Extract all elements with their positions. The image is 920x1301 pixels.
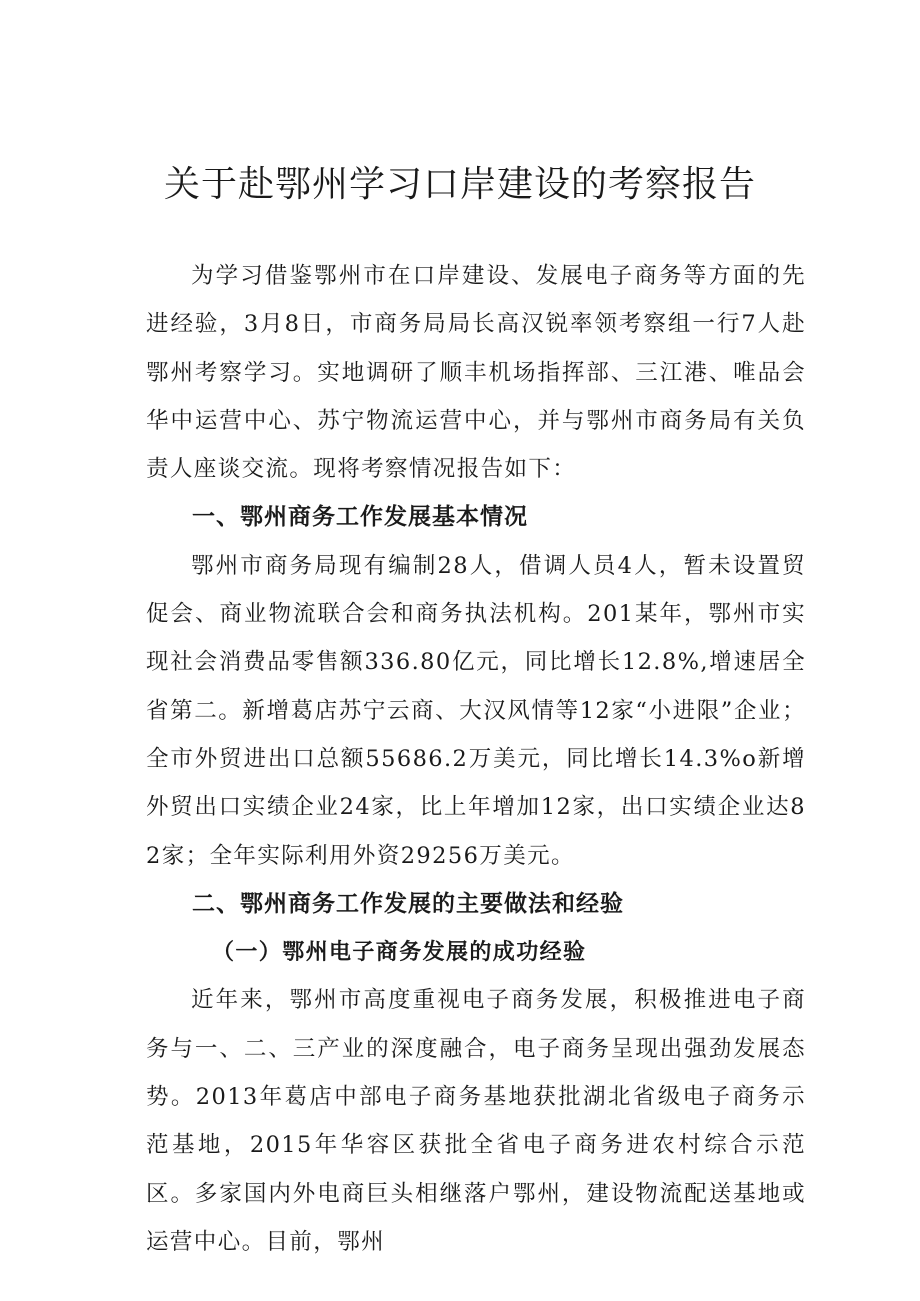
document-title: 关于赴鄂州学习口岸建设的考察报告 <box>163 164 756 205</box>
section-2-heading: 二、鄂州商务工作发展的主要做法和经验 <box>192 890 624 917</box>
section-1-heading: 一、鄂州商务工作发展基本情况 <box>192 504 528 531</box>
section-1-paragraph: 鄂州市商务局现有编制28人，借调人员4人，暂未设置贸促会、商业物流联合会和商务执法机构。201某年，鄂州市实现社会消费品零售额336.80亿元，同比增长12.8%,增速居全省第二。新增葛店苏宁云商、大汉风情等12家“小进限”企业；全市外贸进出口总额55686.2万美元，同比增长14.3%o新增外贸出口实绩企业24家，比上年增加12家，出口实绩企业达82家；全年实际利用外资29256万美元。 <box>146 552 806 869</box>
document-body <box>146 252 806 1266</box>
section-2-paragraph: 近年来，鄂州市高度重视电子商务发展，积极推进电子商务与一、二、三产业的深度融合，电子商务呈现出强劲发展态势。2013年葛店中部电子商务基地获批湖北省级电子商务示范基地，2015年华容区获批全省电子商务进农村综合示范区。多家国内外电商巨头相继落户鄂州，建设物流配送基地或运营中心。目前，鄂州 <box>146 987 806 1255</box>
section-2-subheading: （一）鄂州电子商务发展的成功经验 <box>212 939 587 966</box>
intro-paragraph: 为学习借鉴鄂州市在口岸建设、发展电子商务等方面的先进经验，3月8日，市商务局局长高汉锐率领考察组一行7人赴鄂州考察学习。实地调研了顺丰机场指挥部、三江港、唯品会华中运营中心、苏宁物流运营中心，并与鄂州市商务局有关负责人座谈交流。现将考察情况报告如下： <box>146 263 806 483</box>
